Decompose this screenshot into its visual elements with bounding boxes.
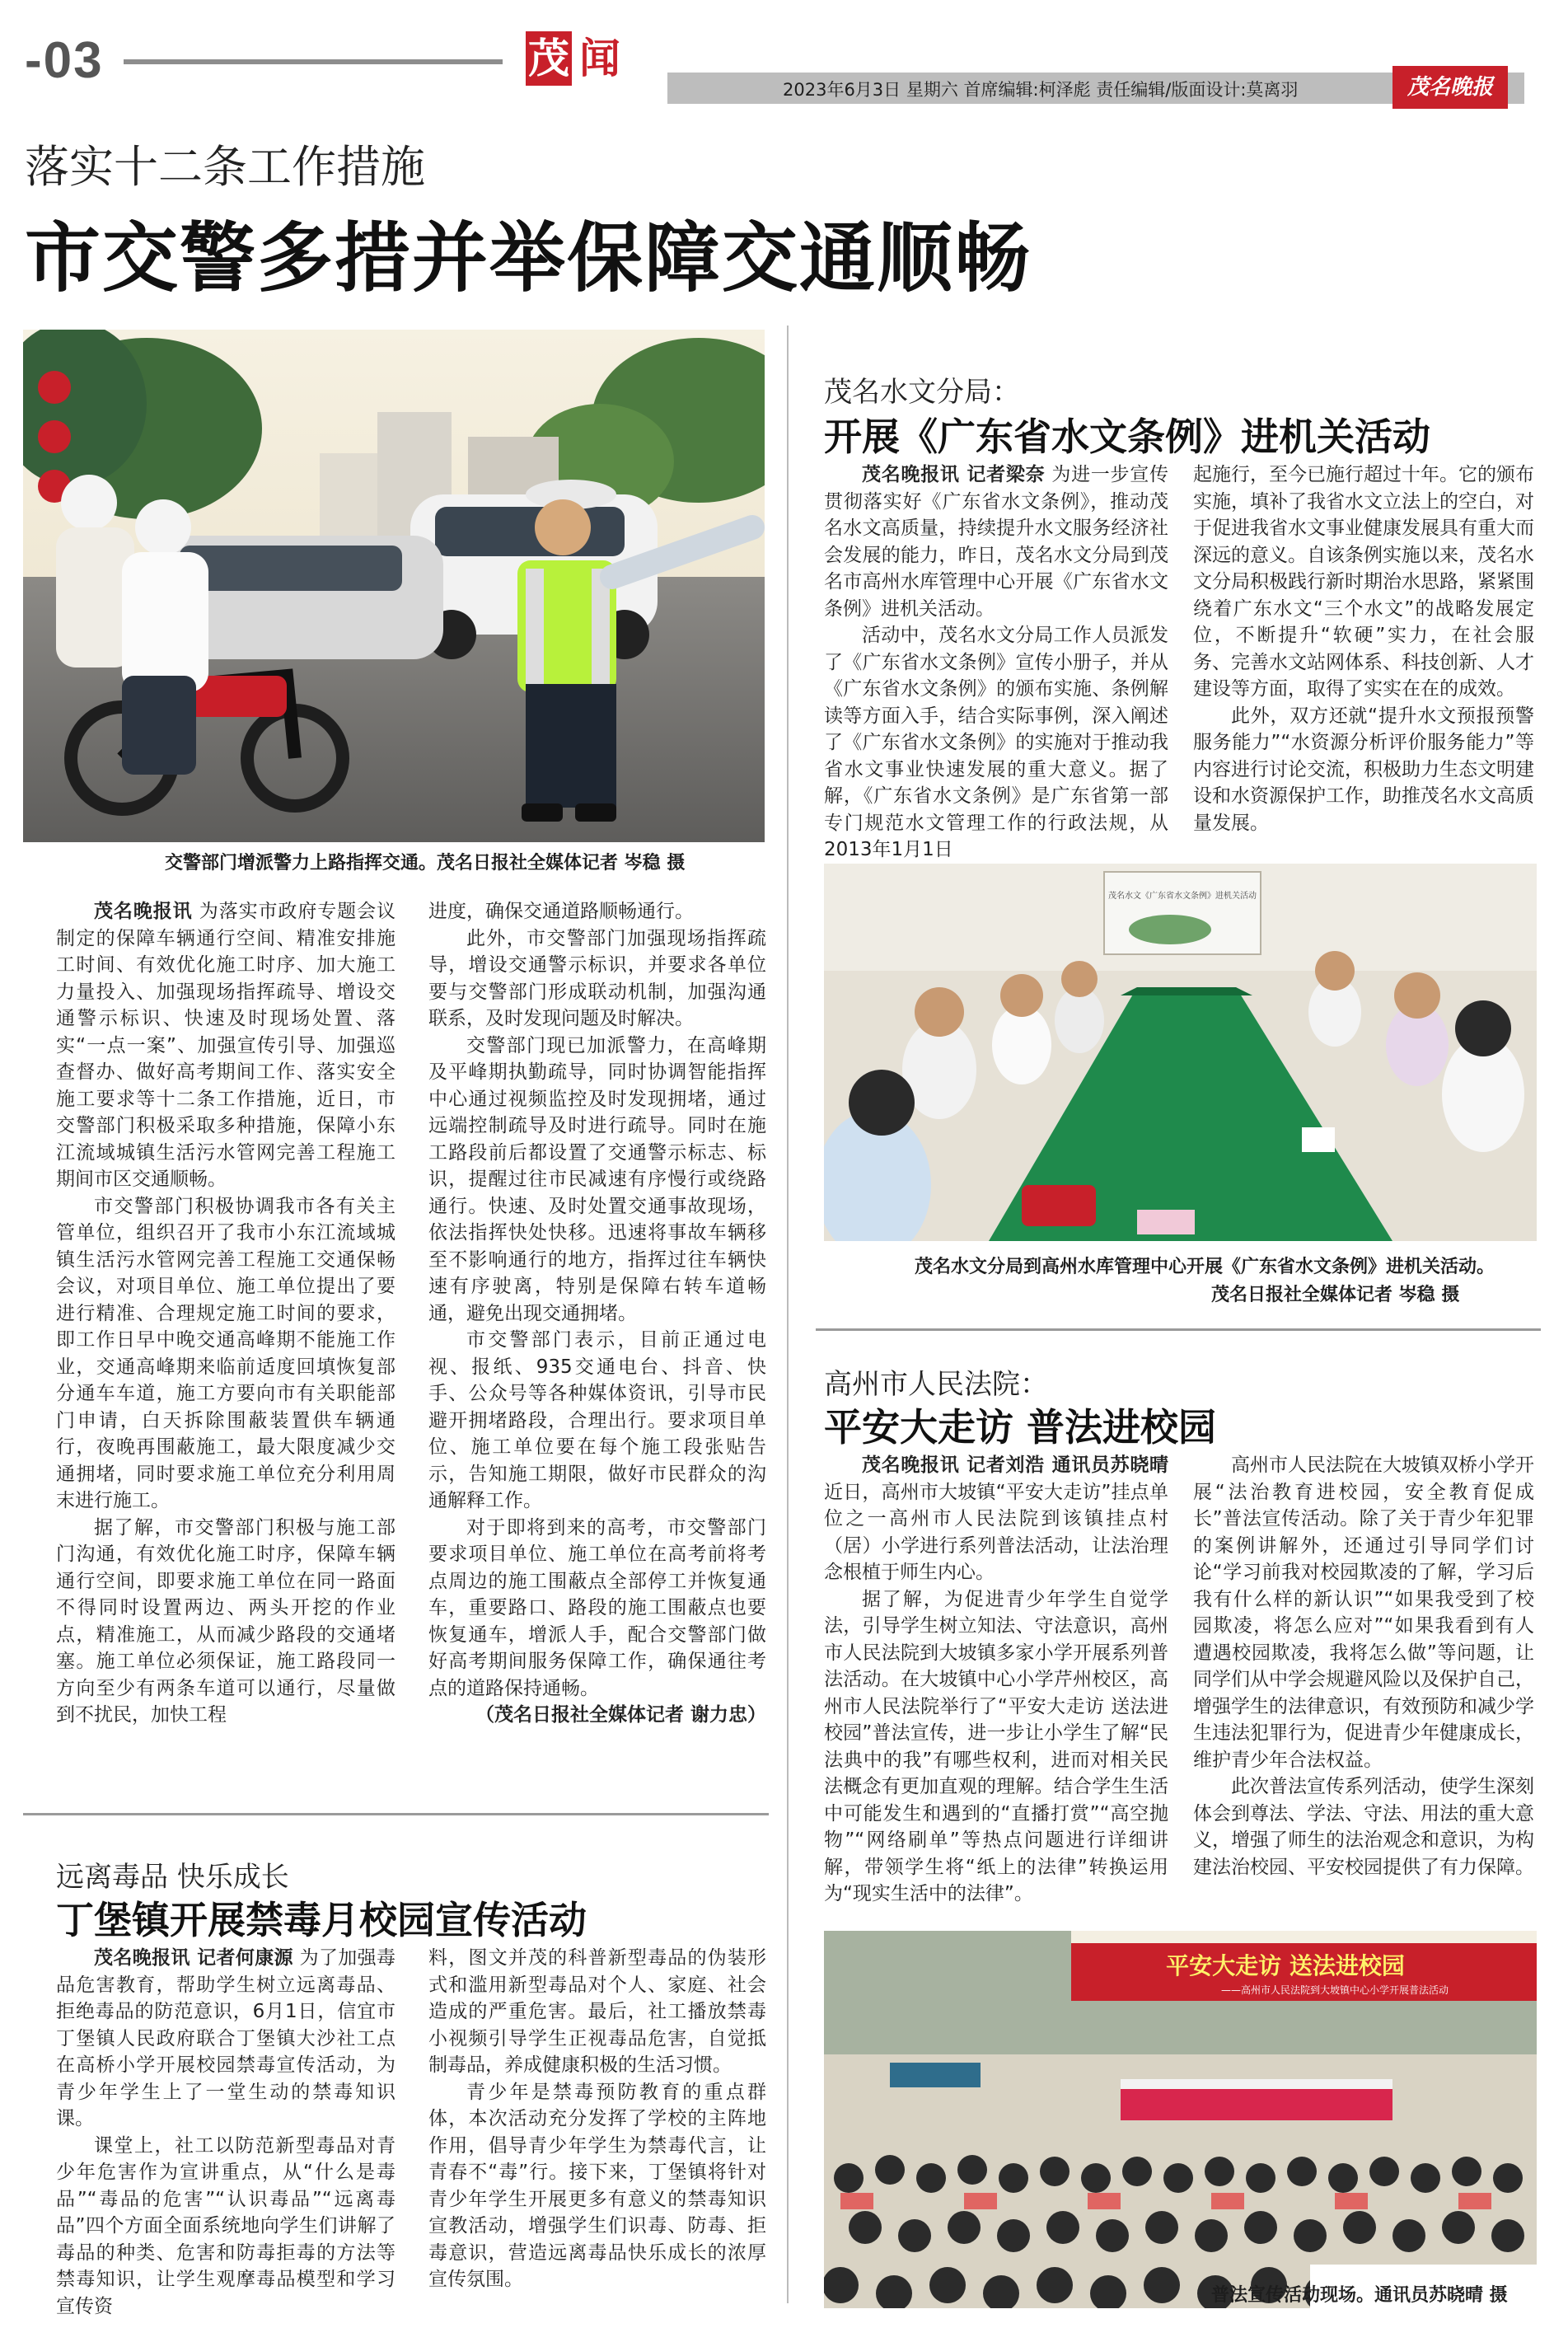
hydro-article-col2-p2: 此外，双方还就“提升水文预报预警服务能力”“水资源分析评价服务能力”等内容进行讨论交流，积极助力生态文明建设和水资源保护工作，助推茂名水文高质量发展。 <box>1193 705 1534 834</box>
section-label-char-2: 闻 <box>579 34 620 82</box>
hydro-headline: 开展《广东省水文条例》进机关活动 <box>824 415 1430 459</box>
main-article-col2-p2: 此外，市交警部门加强现场指挥疏导，增设交通警示标识，并要求各单位要与交警部门形成联动机制，加强沟通联系，及时发现问题及时解决。 <box>428 927 766 1029</box>
header-info-text: 2023年6月3日 星期六 首席编辑:柯泽彪 责任编辑/版面设计:莫离羽 <box>783 80 1299 100</box>
court-article-p2: 据了解，为促进青少年学生自觉学法，引导学生树立知法、守法意识，高州市人民法院到大坡镇多家小学开展系列普法活动。在大坡镇中心小学芹州校区，高州市人民法院举行了“平安大走访 送法进校园”普法宣传，进一步让小学生了解“民法典中的我”有哪些权利，进而对相关民法概念有更加直观的理解。结合学生生活中可能发生和遇到的“直播打赏”“高空抛物”“网络刷单”等热点问题进行详细讲解，带领学生将“纸上的法律”转换运用为“现实生活中的法律”。 <box>824 1588 1168 1904</box>
main-article-col2-p1: 进度，确保交通道路顺畅通行。 <box>428 901 694 922</box>
hydro-article-col-2 <box>1193 461 1534 845</box>
main-article-lead: 茂名晚报讯 <box>94 901 193 922</box>
main-article-col2-p4: 市交警部门表示，目前正通过电视、报纸、935交通电台、抖音、快手、公众号等各种媒体资讯，引导市民避开拥堵路段，合理出行。要求项目单位、施工单位要在每个施工段张贴告示，告知施工期限，做好市民群众的沟通解释工作。 <box>428 1329 766 1511</box>
screen-title: 茂名水文《广东省水文条例》进机关活动 <box>1108 892 1257 901</box>
main-headline: 市交警多措并举保障交通顺畅 <box>25 214 1032 302</box>
school-event-photo <box>824 1931 1537 2308</box>
drug-article-col2-p1: 料，图文并茂的科普新型毒品的伪装形式和滥用新型毒品对个人、家庭、社会造成的严重危害。最后，社工播放禁毒小视频引导学生正视毒品危害，自觉抵制毒品，养成健康积极的生活习惯。 <box>428 1947 766 2076</box>
court-article-col2-p2: 此次普法宣传系列活动，使学生深刻体会到尊法、学法、守法、用法的重大意义，增强了师生的法治观念和意识，为构建法治校园、平安校园提供了有力保障。 <box>1193 1776 1534 1878</box>
banner-text: 平安大走访 送法进校园 <box>1166 1952 1405 1979</box>
court-headline: 平安大走访 普法进校园 <box>824 1405 1217 1450</box>
hydro-article-col-1 <box>824 461 1169 860</box>
drug-headline: 丁堡镇开展禁毒月校园宣传活动 <box>56 1898 587 1942</box>
main-photo-caption: 交警部门增派警力上路指挥交通。茂名日报社全媒体记者 岑稳 摄 <box>165 853 686 874</box>
hydro-article-p1: 为进一步宣传贯彻落实好《广东省水文条例》，推动茂名水文高质量，持续提升水文服务经济社会发展的能力，昨日，茂名水文分局到茂名市高州水库管理中心开展《广东省水文条例》进机关活动。 <box>824 464 1169 620</box>
hydro-photo-caption-2: 茂名日报社全媒体记者 岑稳 摄 <box>1211 1285 1460 1305</box>
traffic-photo-illustration <box>23 330 765 842</box>
main-article-col-2 <box>428 898 766 1764</box>
page-number: -03 <box>25 32 104 89</box>
traffic-police-photo <box>23 330 765 842</box>
main-article-p2: 市交警部门积极协调我市各有关主管单位，组织召开了我市小东江流域城镇生活污水管网完善工程施工交通保畅会议，对项目单位、施工单位提出了要进行精准、合理规定施工时间的要求，即工作日早中晚交通高峰期不能施工作业，交通高峰期来临前适度回填恢复部分通车车道，施工方要向市有关职能部门申请，白天拆除围蔽装置供车辆通行，夜晚再围蔽施工，最大限度减少交通拥堵，同时要求施工单位充分利用周末进行施工。 <box>56 1195 396 1511</box>
hydro-article-p2: 活动中，茂名水文分局工作人员派发了《广东省水文条例》宣传小册子，并从《广东省水文条例》的颁布实施、条例解读等方面入手，结合实际事例，深入阐述了《广东省水文条例》的实施对于推动我省水文事业快速发展的重大意义。据了解，《广东省水文条例》是广东省第一部专门规范水文管理工作的行政法规，从2013年1月1日 <box>824 625 1168 860</box>
section-label-char-1: 茂 <box>526 31 572 86</box>
hydro-photo-caption-1: 茂名水文分局到高州水库管理中心开展《广东省水文条例》进机关活动。 <box>915 1257 1495 1277</box>
drug-article-col2-p2: 青少年是禁毒预防教育的重点群体，本次活动充分发挥了学校的主阵地作用，倡导青少年学生为禁毒代言，让青春不“毒”行。接下来，丁堡镇将针对青少年学生开展更多有意义的禁毒知识宣教活动，增强学生们识毒、防毒、拒毒意识，营造远离毒品快乐成长的浓厚宣传氛围。 <box>428 2081 766 2290</box>
main-article-p3: 据了解，市交警部门积极与施工部门沟通，有效优化施工时序，保障车辆通行空间，即要求施工单位在同一路面不得同时设置两边、两头开挖的作业点，精准施工，从而减少路段的交通堵塞。施工单位必须保证，施工路段同一方向至少有两条车道可以通行，尽量做到不扰民，加快工程 <box>56 1516 396 1726</box>
drug-article-p1: 为了加强毒品危害教育，帮助学生树立远离毒品、拒绝毒品的防范意识，6月1日，信宜市丁堡镇人民政府联合丁堡镇大沙社工点在高桥小学开展校园禁毒宣传活动，为青少年学生上了一堂生动的禁毒知识课。 <box>56 1947 396 2129</box>
drug-article-p2: 课堂上，社工以防范新型毒品对青少年危害作为宣讲重点，从“什么是毒品”“毒品的危害”“认识毒品”“远离毒品”四个方面全面系统地向学生们讲解了毒品的种类、危害和防毒拒毒的方法等禁毒知识，让学生观摩毒品模型和学习宣传资 <box>56 2134 396 2317</box>
header-rule <box>124 59 503 64</box>
main-drug-divider <box>23 1813 769 1815</box>
court-photo-caption: 普法宣传活动现场。通讯员苏晓晴 摄 <box>1211 2285 1508 2306</box>
court-article-col2-p1: 高州市人民法院在大坡镇双桥小学开展“法治教育进校园，安全教育促成长”普法宣传活动。除了关于青少年犯罪的案例讲解外，还通过引导同学们讨论“学习前我对校园欺凌的了解，学习后我有什么样的新认识”“如果我受到了校园欺凌，将怎么应对”“如果我看到有人遭遇校园欺凌，我将怎么做”等问题，让同学们从中学会规避风险以及保护自己，增强学生的法律意识，有效预防和减少学生违法犯罪行为，促进青少年健康成长，维护青少年合法权益。 <box>1193 1454 1534 1771</box>
drug-article-col-1 <box>56 1945 396 2317</box>
court-article-lead: 茂名晚报讯 记者刘浩 通讯员苏晓晴 <box>862 1454 1168 1476</box>
hydro-article-lead: 茂名晚报讯 记者梁奈 <box>862 464 1046 485</box>
main-article-byline: （茂名日报社全媒体记者 谢力忠） <box>475 1704 766 1726</box>
court-article-col-2 <box>1193 1452 1534 1913</box>
main-article-p1: 为落实市政府专题会议制定的保障车辆通行空间、精准安排施工时间、有效优化施工时序、加大施工力量投入、加强现场指挥疏导、增设交通警示标识、快速及时现场处置、落实“一点一案”、加强宣传引导、加强巡查督办、做好高考期间工作、落实安全施工要求等十二条工作措施，近日，市交警部门积极采取多种措施，保障小东江流域城镇生活污水管网完善工程施工期间市区交通顺畅。 <box>56 901 396 1190</box>
court-article-p1: 近日，高州市大坡镇“平安大走访”挂点单位之一高州市人民法院到该镇挂点村（居）小学进行系列普法活动，让法治理念根植于师生内心。 <box>824 1481 1168 1583</box>
main-article-col2-p5: 对于即将到来的高考，市交警部门要求项目单位、施工单位在高考前将考点周边的施工围蔽点全部停工并恢复通车，重要路口、路段的施工围蔽点也要恢复通车，增派人手，配合交警部门做好高考期间服务保障工作，确保通往考点的道路保持通畅。 <box>428 1516 766 1699</box>
main-article-col2-p3: 交警部门现已加派警力，在高峰期及平峰期执勤疏导，同时协调智能指挥中心通过视频监控及时发现拥堵，通过远端控制疏导及时进行疏导。同时在施工路段前后都设置了交通警示标志、标识，提醒过往市民减速有序慢行或绕路通行。快速、及时处置交通事故现场，依法指挥快处快移。迅速将事故车辆移至不影响通行的地方，指挥过往车辆快速有序驶离，特别是保障右转车道畅通，避免出现交通拥堵。 <box>428 1034 766 1324</box>
court-kicker: 高州市人民法院： <box>824 1368 1048 1401</box>
main-kicker: 落实十二条工作措施 <box>25 141 425 193</box>
drug-kicker: 远离毒品 快乐成长 <box>56 1861 289 1894</box>
court-article-col-1 <box>824 1452 1168 1913</box>
meeting-photo-illustration <box>824 864 1537 1241</box>
main-article-col-1 <box>56 898 396 1764</box>
column-divider <box>787 326 789 2303</box>
meeting-room-photo <box>824 864 1537 1241</box>
school-photo-illustration <box>824 1931 1537 2308</box>
hydro-court-divider <box>816 1328 1541 1331</box>
hydro-article-col2-p1: 起施行，至今已施行超过十年。它的颁布实施，填补了我省水文立法上的空白，对于促进我省水文事业健康发展具有重大而深远的意义。自该条例实施以来，茂名水文分局积极践行新时期治水思路，紧紧围绕着广东水文“三个水文”的战略发展定位，不断提升“软硬”实力，在社会服务、完善水文站网体系、科技创新、人才建设等方面，取得了实实在在的成效。 <box>1193 464 1534 700</box>
drug-article-col-2 <box>428 1945 766 2307</box>
banner-subtext: ——高州市人民法院到大坡镇中心小学开展普法活动 <box>1220 1984 1449 1996</box>
drug-article-lead: 茂名晚报讯 记者何康源 <box>94 1947 293 1969</box>
hydro-kicker: 茂名水文分局： <box>824 376 1020 409</box>
newspaper-logo: 茂名晚报 <box>1392 66 1508 109</box>
